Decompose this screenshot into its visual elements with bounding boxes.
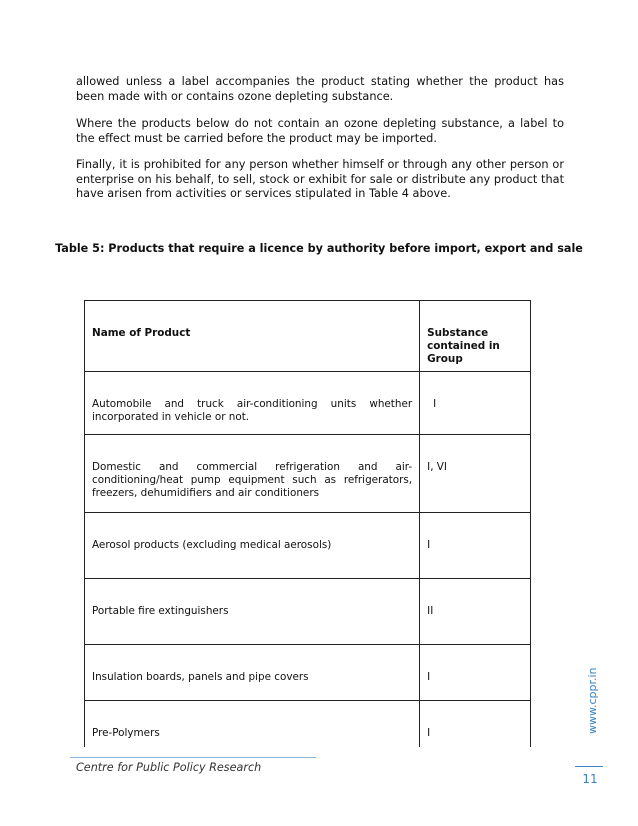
- table-row: [85, 645, 531, 701]
- row-name-cell: [85, 513, 420, 579]
- table-header-row: [85, 301, 531, 372]
- row-name-cell: [85, 435, 420, 513]
- row-name-text: Portable fire extinguishers: [92, 605, 229, 617]
- website-link[interactable]: www.cppr.in: [586, 667, 599, 734]
- row-group-text: I, VI: [427, 461, 447, 473]
- header-group-text: Substance contained in Group: [427, 327, 500, 365]
- footer-organization: Centre for Public Policy Research: [76, 761, 262, 774]
- table-row: [85, 372, 531, 435]
- row-group-cell: [420, 579, 531, 645]
- body-paragraph-1: allowed unless a label accompanies the product stating whether the product has been made with or contains ozone depleting substance.: [76, 75, 564, 103]
- row-group-cell: [420, 645, 531, 701]
- header-name-text: Name of Product: [92, 327, 191, 339]
- page-number-divider: [575, 766, 603, 767]
- table-row: [85, 701, 531, 747]
- row-group-cell: [420, 372, 531, 435]
- row-group-cell: [420, 435, 531, 513]
- row-name-text: Domestic and commercial refrigeration and air-conditioning/heat pump equipment such as refrigerators, freezers, dehumidifiers and air conditioners: [92, 461, 413, 499]
- header-cell-group: [420, 301, 531, 372]
- row-group-text: I: [433, 398, 437, 410]
- row-group-text: II: [427, 605, 434, 617]
- row-group-cell: [420, 513, 531, 579]
- table-row: [85, 513, 531, 579]
- table-row: [85, 579, 531, 645]
- page-number: 11: [582, 772, 598, 786]
- row-name-text: Automobile and truck air-conditioning units whether incorporated in vehicle or not.: [92, 398, 413, 423]
- row-name-text: Insulation boards, panels and pipe covers: [92, 671, 309, 683]
- body-paragraph-2: Where the products below do not contain an ozone depleting substance, a label to the effect must be carried before the product may be imported.: [76, 117, 564, 145]
- row-name-cell: [85, 645, 420, 701]
- row-name-cell: [85, 372, 420, 435]
- footer-divider: [70, 757, 316, 758]
- row-group-text: I: [427, 727, 431, 739]
- row-name-text: Aerosol products (excluding medical aerosols): [92, 539, 332, 551]
- table-caption: Table 5: Products that require a licence by authority before import, export and sale: [55, 242, 583, 255]
- row-name-cell: [85, 701, 420, 747]
- row-name-cell: [85, 579, 420, 645]
- header-cell-name: [85, 301, 420, 372]
- row-group-text: I: [427, 539, 431, 551]
- products-table: [84, 300, 531, 747]
- row-name-text: Pre-Polymers: [92, 727, 160, 739]
- row-group-text: I: [427, 671, 431, 683]
- body-paragraph-3: Finally, it is prohibited for any person whether himself or through any other person or enterprise on his behalf, to sell, stock or exhibit for sale or distribute any product that have arisen from activities or services stipulated in Table 4 above.: [76, 158, 564, 200]
- table-row: [85, 435, 531, 513]
- row-group-cell: [420, 701, 531, 747]
